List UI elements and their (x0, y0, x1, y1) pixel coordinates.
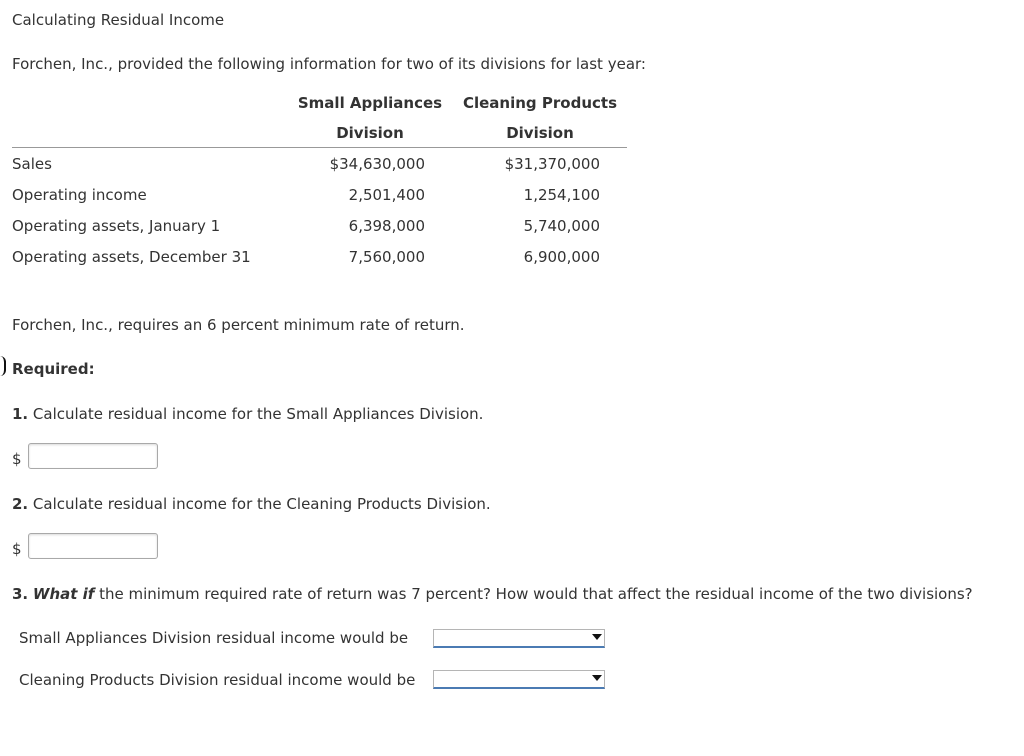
question-2-number: 2. (12, 495, 29, 513)
question-1-number: 1. (12, 405, 29, 423)
question-3 (12, 584, 973, 604)
cell-small-assets-jan: 6,398,000 (348, 217, 425, 235)
question-3-emphasis: What if (32, 585, 95, 603)
minimum-return-note: Forchen, Inc., requires an 6 percent minimum rate of return. (12, 316, 465, 334)
table-header-rule (12, 147, 627, 148)
page-title: Calculating Residual Income (12, 11, 225, 29)
required-heading: Required: (12, 360, 95, 378)
col-header-small-line1: Small Appliances (297, 94, 443, 112)
dropdown-arrow-icon (592, 634, 602, 640)
cleaning-products-residual-input[interactable] (28, 533, 158, 559)
small-appliances-residual-input[interactable] (28, 443, 158, 469)
col-header-cleaning-line2: Division (506, 124, 574, 142)
question-3-text: the minimum required rate of return was 7 percent? How would that affect the residual income of the two divisions? (94, 585, 973, 603)
small-appliances-effect-label: Small Appliances Division residual income would be (19, 629, 409, 647)
cell-small-assets-dec: 7,560,000 (348, 248, 425, 266)
question-1-text: Calculate residual income for the Small Appliances Division. (28, 405, 484, 423)
cell-cleaning-assets-dec: 6,900,000 (523, 248, 600, 266)
cleaning-products-effect-label: Cleaning Products Division residual income would be (19, 671, 416, 689)
row-label-sales: Sales (12, 155, 52, 173)
q2-currency-symbol: $ (12, 540, 22, 558)
col-header-cleaning-line1: Cleaning Products (462, 94, 617, 112)
row-label-assets-jan: Operating assets, January 1 (12, 217, 221, 235)
col-header-small-line2: Division (336, 124, 404, 142)
question-1 (12, 404, 483, 424)
cell-small-operating-income: 2,501,400 (348, 186, 425, 204)
dropdown-arrow-icon (592, 675, 602, 681)
question-3-number: 3. (12, 585, 29, 603)
cleaning-products-effect-select[interactable] (433, 670, 605, 689)
row-label-operating-income: Operating income (12, 186, 147, 204)
cell-cleaning-assets-jan: 5,740,000 (523, 217, 600, 235)
cell-small-sales: $34,630,000 (329, 155, 425, 173)
question-2-text: Calculate residual income for the Cleaning Products Division. (28, 495, 491, 513)
question-2 (12, 494, 491, 514)
intro-text: Forchen, Inc., provided the following information for two of its divisions for last year: (12, 55, 646, 73)
side-marker (0, 356, 6, 376)
q1-currency-symbol: $ (12, 450, 22, 468)
small-appliances-effect-select[interactable] (433, 629, 605, 648)
row-label-assets-dec: Operating assets, December 31 (12, 248, 251, 266)
cell-cleaning-operating-income: 1,254,100 (523, 186, 600, 204)
cell-cleaning-sales: $31,370,000 (504, 155, 600, 173)
